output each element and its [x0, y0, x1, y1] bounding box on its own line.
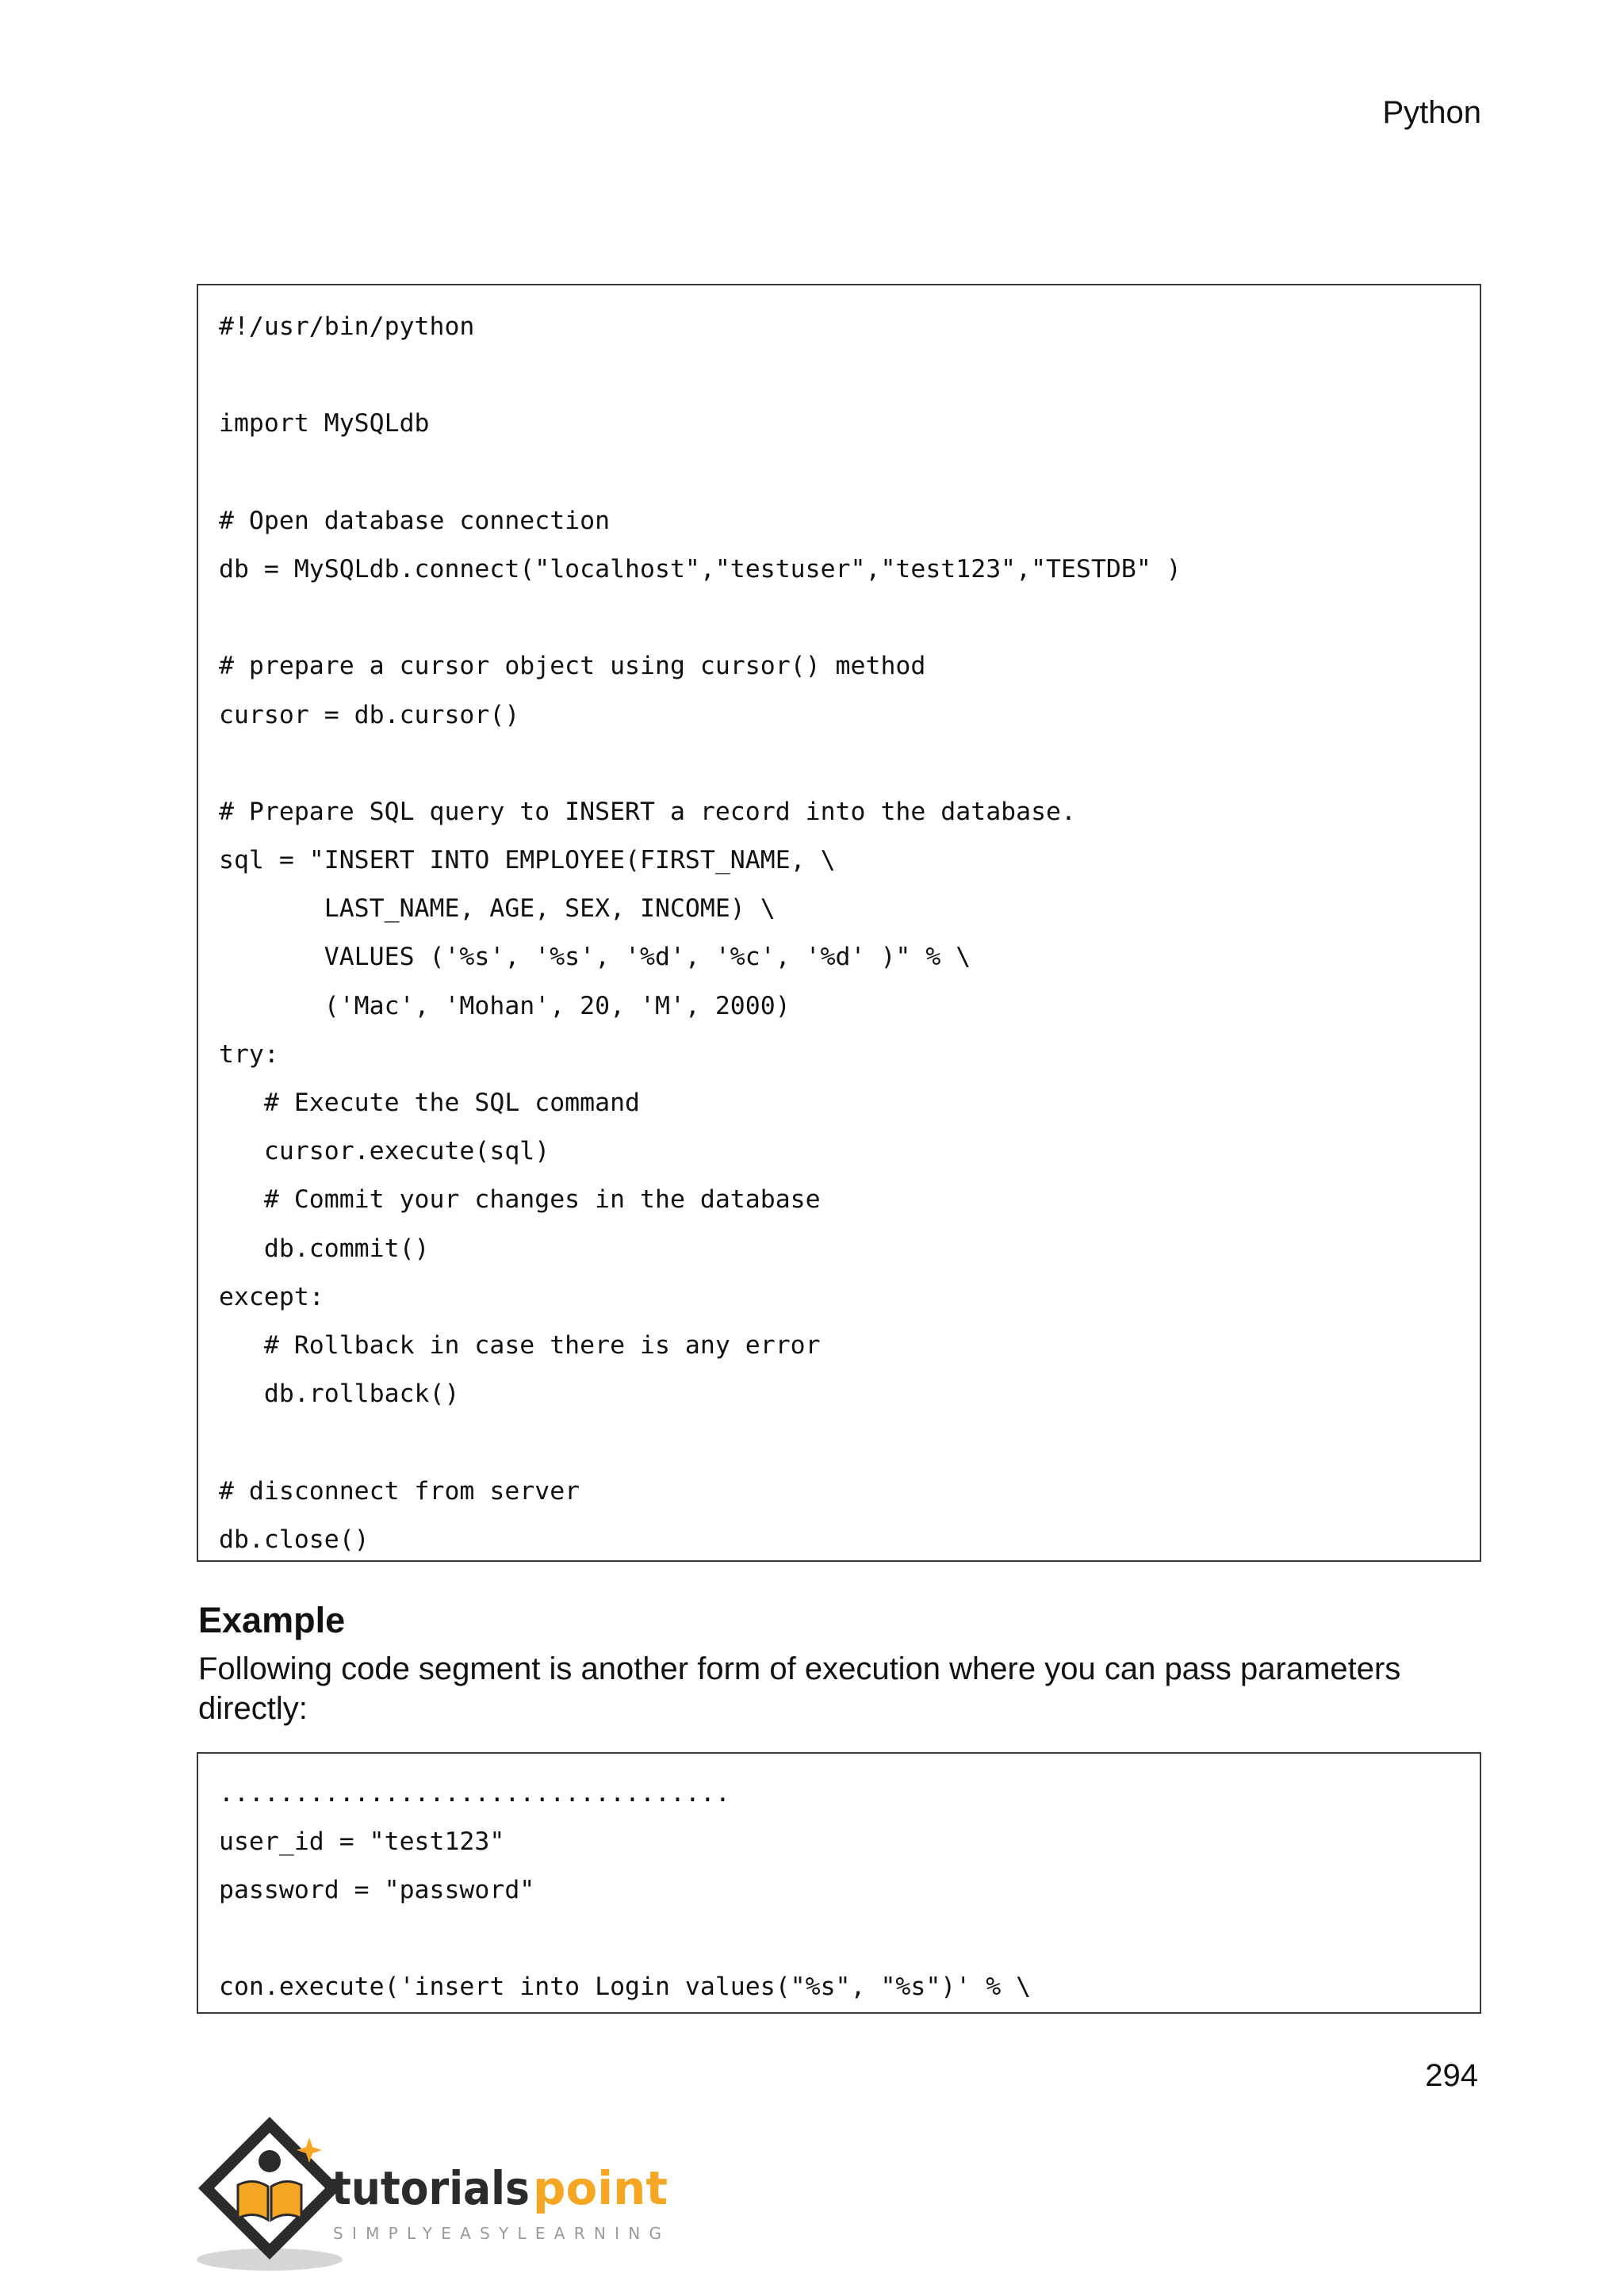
code-line: db.commit() — [219, 1234, 430, 1263]
code-line: try: — [219, 1039, 279, 1069]
code-line: # Rollback in case there is any error — [219, 1330, 821, 1360]
logo-person-head — [259, 2150, 281, 2172]
code-block-insert-record — [197, 284, 1481, 1562]
code-line: sql = "INSERT INTO EMPLOYEE(FIRST_NAME, \ — [219, 846, 836, 875]
code-line — [219, 351, 1459, 400]
body-paragraph: Following code segment is another form of execution where you can pass parameters directly: — [198, 1651, 1401, 1726]
code-line: # Execute the SQL command — [219, 1089, 641, 1117]
section-heading: Example — [198, 1600, 346, 1640]
code-line: except: — [219, 1282, 324, 1311]
code-line: cursor = db.cursor() — [219, 700, 520, 729]
code-line: db.close() — [219, 1525, 370, 1554]
page-number: 294 — [1425, 2058, 1478, 2093]
tutorialspoint-logo — [197, 2115, 688, 2274]
code-block-login-insert — [197, 1752, 1481, 2014]
code-line: db.rollback() — [219, 1380, 460, 1409]
code-line: VALUES ('%s', '%s', '%d', '%c', '%d' )" % \ — [219, 943, 971, 972]
logo-wordmark-tutorials: tutorials — [331, 2161, 530, 2215]
logo-tagline: SIMPLYEASYLEARNING — [333, 2224, 666, 2243]
code-line: .................................. — [219, 1779, 730, 1808]
code-line: # Open database connection — [219, 506, 611, 535]
code-line: # prepare a cursor object using cursor() method — [219, 652, 926, 681]
code-line: # disconnect from server — [219, 1476, 580, 1506]
code-line — [219, 594, 1459, 642]
code-line: # Prepare SQL query to INSERT a record into the database. — [219, 797, 1076, 826]
code-line — [219, 1915, 1459, 1963]
code-line: ('Mac', 'Mohan', 20, 'M', 2000) — [219, 991, 791, 1020]
code-line: db = MySQLdb.connect("localhost","testuser","test123","TESTDB" ) — [219, 554, 1182, 584]
code-line: #!/usr/bin/python — [219, 312, 475, 341]
logo-wordmark-point: point — [533, 2161, 668, 2215]
code-line: cursor.execute(sql) — [219, 1137, 550, 1166]
code-line: import MySQLdb — [219, 409, 430, 438]
code-line: LAST_NAME, AGE, SEX, INCOME) \ — [219, 894, 776, 924]
code-line — [219, 1418, 1459, 1467]
code-line — [219, 449, 1459, 497]
code-line — [219, 740, 1459, 788]
code-line: con.execute('insert into Login values("%s", "%s")' % \ — [219, 1973, 1032, 2001]
code-line: # Commit your changes in the database — [219, 1185, 821, 1215]
code-line: password = "password" — [219, 1876, 535, 1904]
running-header-title: Python — [1382, 95, 1481, 130]
code-line: user_id = "test123" — [219, 1827, 505, 1856]
